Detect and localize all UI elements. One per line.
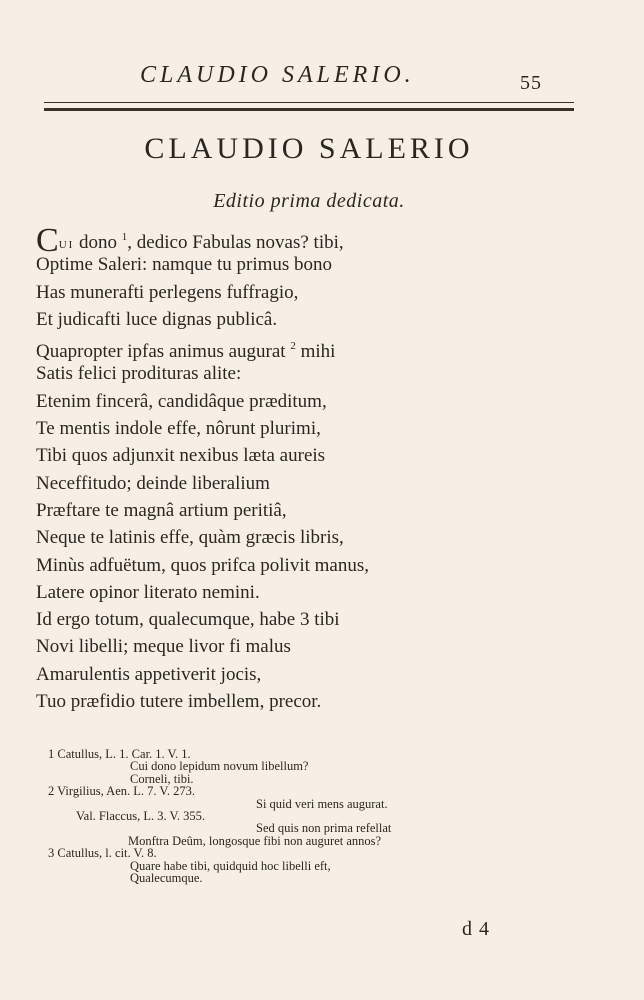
footnotes <box>48 748 568 884</box>
poem-title: CLAUDIO SALERIO <box>144 132 474 165</box>
poem-line: Neque te latinis effe, quàm græcis libris, <box>36 527 344 549</box>
poem-body <box>36 224 576 715</box>
poem-line-with-note <box>36 333 576 363</box>
line-text: mihi <box>295 341 336 363</box>
poem-line: Neceffitudo; deinde liberalium <box>36 472 270 494</box>
first-line-after: dono <box>74 232 122 253</box>
poem-line: Et judicafti luce dignas publicâ. <box>36 308 278 330</box>
drop-initial: C <box>36 222 59 259</box>
poem-line-with-note <box>36 606 576 633</box>
footnote-line: Corneli, tibi. <box>130 771 194 786</box>
poem-subtitle: Editio prima dedicata. <box>213 190 405 212</box>
poem-line: Optime Saleri: namque tu primus bono <box>36 254 333 276</box>
footnote-line: 3 Catullus, l. cit. V. 8. <box>48 846 157 861</box>
footnote-line: Qualecumque. <box>130 870 203 885</box>
footnote-line: 2 Virgilius, Aen. L. 7. V. 273. <box>48 784 195 799</box>
footnote-line: Val. Flaccus, L. 3. V. 355. <box>76 808 206 823</box>
signature-mark: d 4 <box>462 918 490 940</box>
footnote-line: Si quid veri mens augurat. <box>256 796 388 811</box>
poem-line: Novi libelli; meque livor fi malus <box>36 636 291 658</box>
header-rule-thick <box>44 108 574 111</box>
poem-line: Latere opinor literato nemini. <box>36 581 260 603</box>
footnote-line: 1 Catullus, L. 1. Car. 1. V. 1. <box>48 747 191 761</box>
footnote-ref: 1 <box>121 231 128 243</box>
poem-line: Te mentis indole effe, nôrunt plurimi, <box>36 418 321 440</box>
footnote-ref: 2 <box>290 340 296 353</box>
footnote-line: Cui dono lepidum novum libellum? <box>130 759 309 774</box>
line-text: tibi <box>309 609 340 631</box>
poem-line-first <box>36 222 576 259</box>
running-head: CLAUDIO SALERIO. <box>140 62 415 88</box>
poem-line: Præftare te magnâ artium peritiâ, <box>36 499 287 521</box>
line-text: Quapropter ipfas animus augurat <box>36 341 291 363</box>
poem-line: Tuo præfidio tutere imbellem, precor. <box>36 691 322 713</box>
footnote-line: Monftra Deûm, longosque fibi non auguret annos? <box>128 833 382 848</box>
poem-line: Amarulentis appetiverit jocis, <box>36 663 262 685</box>
line-text: Id ergo totum, qualecumque, habe <box>36 609 300 631</box>
poem-line: Etenim fincerâ, candidâque præditum, <box>36 390 327 412</box>
poem-line: Satis felici prodituras alite: <box>36 363 242 385</box>
first-line-tail: , dedico Fabulas novas? tibi, <box>127 232 344 253</box>
header-rule-thin <box>44 102 574 103</box>
poem-line: Has munerafti perlegens fuffragio, <box>36 281 299 303</box>
footnote-line: Quare habe tibi, quidquid hoc libelli eft, <box>130 858 331 873</box>
page-number: 55 <box>520 72 542 94</box>
first-word-rest: ui <box>58 235 75 252</box>
poem-line: Tibi quos adjunxit nexibus læta aureis <box>36 445 326 467</box>
footnote-ref: 3 <box>300 609 310 631</box>
poem-line: Minùs adfuëtum, quos prifca polivit manus, <box>36 554 369 576</box>
footnote-line: Sed quis non prima refellat <box>256 821 392 836</box>
